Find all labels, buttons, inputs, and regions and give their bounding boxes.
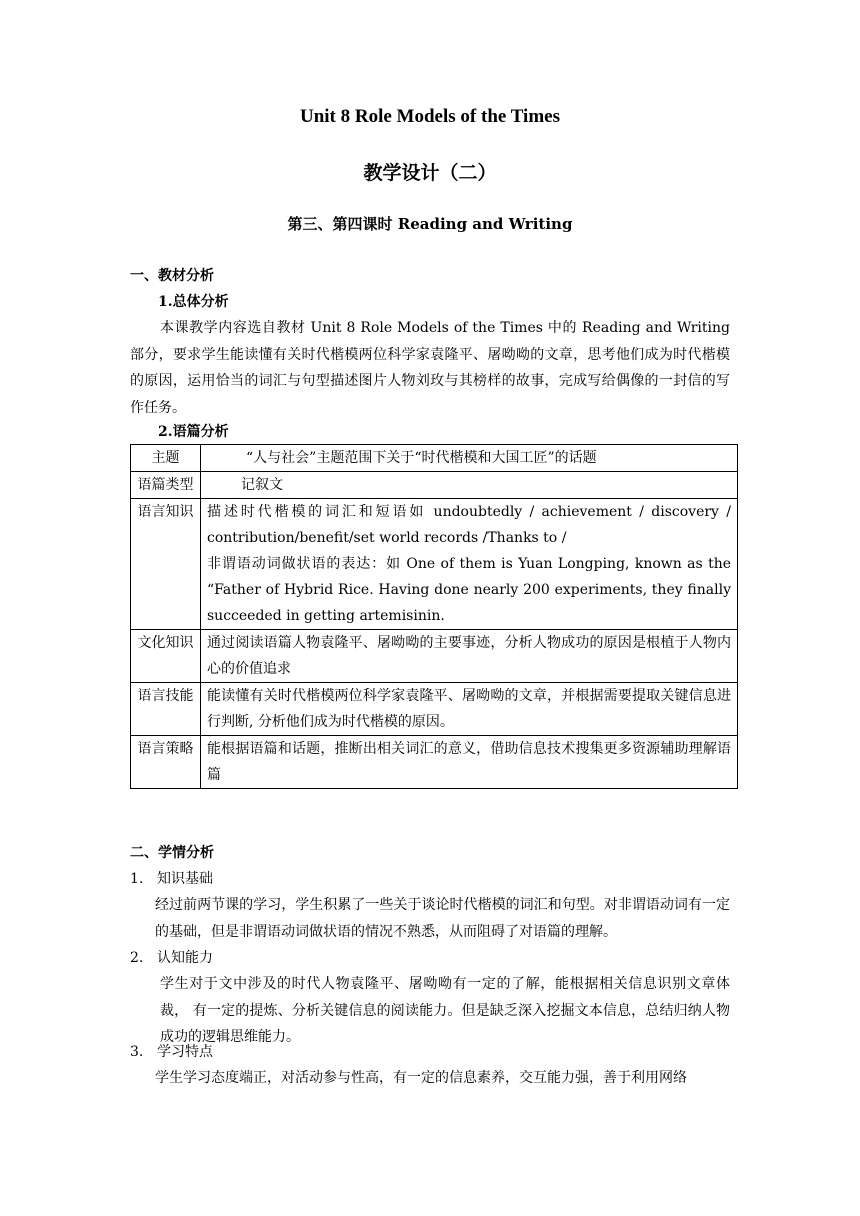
section1-para: 本课教学内容选自教材 Unit 8 Role Models of the Times 中的 Reading and Writing 部分，要求学生能读懂有关时代楷模两位科学家袁隆平、屠呦呦的文章，思考他们成为时代楷模的原因，运用恰当的词汇与句型描述图片人物刘玫与其榜样的故事，完成写给偶像的一封信的写作任务。 [130,320,730,416]
row-content: 通过阅读语篇人物袁隆平、屠呦呦的主要事迹，分析人物成功的原因是根植于人物内心的价值追求 [201,630,738,683]
row-content: 记叙文 [201,472,738,499]
table-row [131,736,738,789]
item-body: 学生对于文中涉及的时代人物袁隆平、屠呦呦有一定的了解，能根据相关信息识别文章体裁， 有一定的提炼、分析关键信息的阅读能力。但是缺乏深入挖掘文本信息，总结归纳人物成功的逻辑思维能力。 [160,976,730,1045]
table-row [131,683,738,736]
section2-heading: 二、学情分析 [130,845,214,861]
item-title: 知识基础 [157,871,213,887]
item-number: 2. [130,950,144,966]
doc-title: Unit 8 Role Models of the Times [299,106,560,127]
table-row [131,630,738,683]
row-content-part1: 描述时代楷模的词汇和短语如 undoubtedly / achievement / discovery / contribution/benefit/set world records /Thanks to / [207,504,731,546]
row-content [201,499,738,630]
row-label: 语言技能 [131,683,201,736]
doc-subtitle: 教学设计（二） [363,162,497,184]
row-content-part2: 非谓语动词做状语的表达：如 One of them is Yuan Longping, known as the “Father of Hybrid Rice. Having done nearly 200 experiments, they finally succeeded in getting artemisinin. [207,556,731,624]
table-row [131,499,738,630]
row-content: 能读懂有关时代楷模两位科学家袁隆平、屠呦呦的文章，并根据需要提取关键信息进行判断, 分析他们成为时代楷模的原因。 [201,683,738,736]
item-title: 认知能力 [157,950,213,966]
analysis-table [130,444,738,789]
item-title: 学习特点 [157,1044,213,1060]
row-label: 语篇类型 [131,472,201,499]
section1-heading: 一、教材分析 [130,268,214,284]
table-row [131,445,738,472]
item-body: 学生学习态度端正，对活动参与性高，有一定的信息素养，交互能力强，善于利用网络 [155,1070,687,1086]
row-content: “人与社会”主题范围下关于“时代楷模和大国工匠”的话题 [201,445,738,472]
section1-sub2: 2.语篇分析 [158,424,229,440]
row-label: 文化知识 [131,630,201,683]
table-row [131,472,738,499]
lesson-title: 第三、第四课时 Reading and Writing [287,215,573,233]
section1-sub1: 1.总体分析 [158,294,229,310]
row-content: 能根据语篇和话题，推断出相关词汇的意义，借助信息技术搜集更多资源辅助理解语篇 [201,736,738,789]
item-number: 3. [130,1044,144,1060]
item-number: 1. [130,871,144,887]
row-label: 语言知识 [131,499,201,630]
item-body: 经过前两节课的学习，学生积累了一些关于谈论时代楷模的词汇和句型。对非谓语动词有一定的基础，但是非谓语动词做状语的情况不熟悉，从而阻碍了对语篇的理解。 [155,897,730,940]
row-label: 主题 [131,445,201,472]
row-label: 语言策略 [131,736,201,789]
